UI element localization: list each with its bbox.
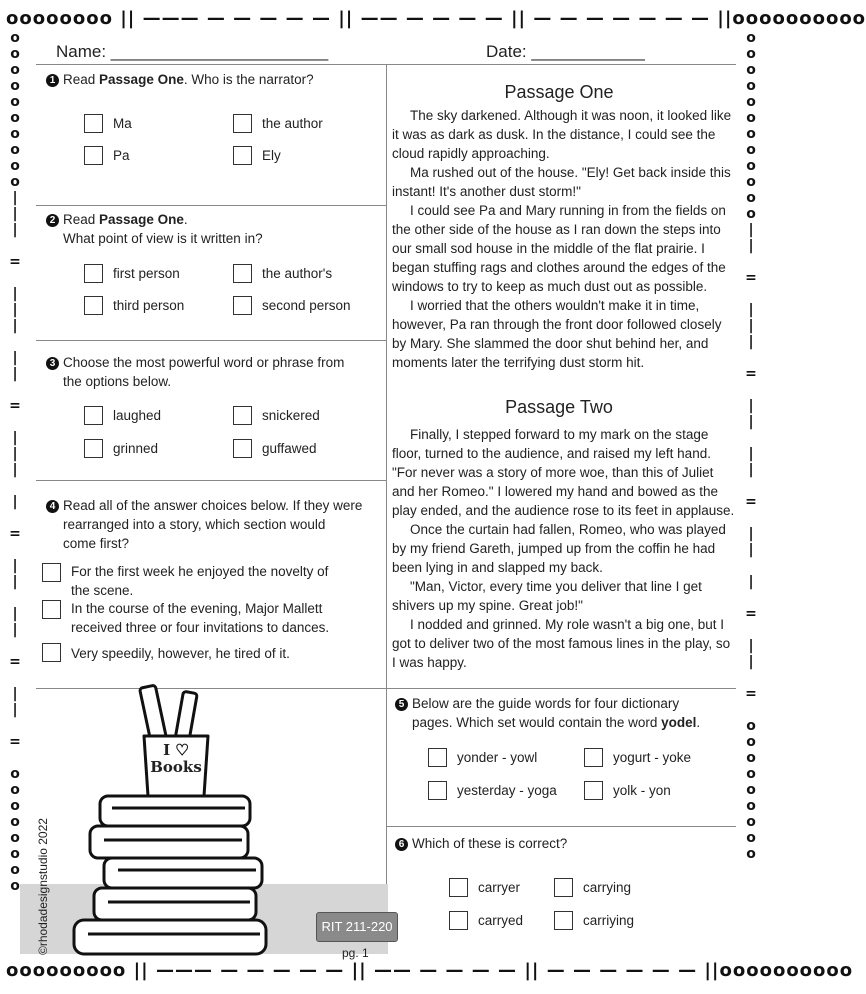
question-4-number: 4 <box>46 500 59 513</box>
q4-checkbox-a[interactable] <box>42 563 61 582</box>
q5-line2-pre: pages. Which set would contain the word <box>412 715 662 730</box>
q3-checkbox-b[interactable] <box>233 406 252 425</box>
column-divider <box>386 64 387 954</box>
q2-line2: What point of view is it written in? <box>63 231 263 246</box>
q2-option-d: second person <box>262 298 351 313</box>
question-3-number: 3 <box>46 357 59 370</box>
q6-checkbox-d[interactable] <box>554 911 573 930</box>
q6-option-d: carriying <box>583 913 635 928</box>
q1-option-d: Ely <box>262 148 281 163</box>
q4-option-a <box>71 562 328 600</box>
top-border: oooooooo || ——— — — — — — || —— — — — — || — — — — — — — ||oooooooooo <box>6 8 866 29</box>
q2-checkbox-c[interactable] <box>84 296 103 315</box>
q2-checkbox-d[interactable] <box>233 296 252 315</box>
q3-checkbox-d[interactable] <box>233 439 252 458</box>
passage-two-p2: Once the curtain had fallen, Romeo, who was played by my friend Gareth, jumped up from the coffin he had been lying in and slapped my back. <box>392 522 726 575</box>
q3-checkbox-a[interactable] <box>84 406 103 425</box>
question-2-prompt <box>46 210 381 248</box>
q4-option-b-line2: received three or four invitations to dances. <box>71 620 330 635</box>
q5-checkbox-c[interactable] <box>428 781 447 800</box>
q5-divider <box>386 826 736 827</box>
question-2-number: 2 <box>46 214 59 227</box>
q1-checkbox-d[interactable] <box>233 146 252 165</box>
q4-checkbox-c[interactable] <box>42 643 61 662</box>
q3-option-b: snickered <box>262 408 320 423</box>
q5-option-d: yolk - yon <box>613 783 671 798</box>
q6-option-b: carrying <box>583 880 632 895</box>
q2-post: . <box>183 212 188 227</box>
question-3-prompt <box>46 353 381 391</box>
question-1-number: 1 <box>46 74 59 87</box>
passage-one-p4: I worried that the others wouldn't make it in time, however, Pa ran through the front door followed closely by Mary. She slammed the door shut behind her, and moments later the terrifying dust storm hit. <box>392 298 722 370</box>
left-border: o o o o o o o o o o | | | = | | | | | = | | | | = | | | | = | | = o o o o o o o o <box>9 30 21 894</box>
heart-icon: ♥ <box>175 741 189 759</box>
passage-divider <box>386 688 736 689</box>
page-number: pg. 1 <box>342 946 369 960</box>
bottom-border: ooooooooo || ——— — — — — — || —— — — — — || — — — — — — ||oooooooooo <box>6 960 854 981</box>
passage-two-p1: Finally, I stepped forward to my mark on the stage floor, turned to the audience, and raised my left hand. "For never was a story of more woe, than this of Juliet and her Romeo." I lowered my hand and bowed as the play ended, and the audience rose to its feet in applause. <box>392 427 735 518</box>
books-illustration <box>60 678 290 958</box>
q4-line3: come first? <box>63 536 130 551</box>
sign-books: Books <box>150 758 202 776</box>
question-4-prompt <box>46 496 386 553</box>
q6-checkbox-a[interactable] <box>449 878 468 897</box>
q3-option-d: guffawed <box>262 441 317 456</box>
question-6-number: 6 <box>395 838 408 851</box>
q4-option-c: Very speedily, however, he tired of it. <box>71 646 290 661</box>
q5-line2-bold: yodel <box>661 715 697 730</box>
right-border: o o o o o o o o o o o o | | = | | | = | | | | = | | | = | | = o o o o o o o o o <box>745 30 757 862</box>
date-field-label: Date: ____________ <box>486 42 645 61</box>
q5-checkbox-a[interactable] <box>428 748 447 767</box>
q1-option-a: Ma <box>113 116 132 131</box>
q1-pre: Read <box>63 72 100 87</box>
cup-sign <box>150 742 202 776</box>
q5-line2-post: . <box>696 715 701 730</box>
question-5-prompt <box>395 694 735 732</box>
q5-option-a: yonder - yowl <box>457 750 538 765</box>
q1-option-b: the author <box>262 116 323 131</box>
q3-option-c: grinned <box>113 441 159 456</box>
passage-one-text <box>392 106 737 372</box>
q5-checkbox-d[interactable] <box>584 781 603 800</box>
q4-option-b <box>71 599 329 637</box>
passage-one-title: Passage One <box>504 82 614 102</box>
q6-option-a: carryer <box>478 880 521 895</box>
q4-line2: rearranged into a story, which section would <box>63 517 326 532</box>
passage-two-p4: I nodded and grinned. My role wasn't a big one, but I got to deliver two of the most famous lines in the play, so I was happy. <box>392 617 731 670</box>
q1-bold: Passage One <box>99 72 184 87</box>
q5-line1: Below are the guide words for four dictionary <box>412 696 680 711</box>
question-5-number: 5 <box>395 698 408 711</box>
q2-option-b: the author's <box>262 266 333 281</box>
q1-checkbox-b[interactable] <box>233 114 252 133</box>
q4-line1: Read all of the answer choices below. If they were <box>63 498 363 513</box>
q2-divider <box>36 340 386 341</box>
q5-option-c: yesterday - yoga <box>457 783 557 798</box>
passage-two-p3: "Man, Victor, every time you deliver that line I get shivers up my spine. Great job!" <box>392 579 702 613</box>
q5-option-b: yogurt - yoke <box>613 750 692 765</box>
q2-bold: Passage One <box>99 212 184 227</box>
copyright-text: ©rhodadesignstudio 2022 <box>36 818 50 955</box>
passage-one-p1: The sky darkened. Although it was noon, it looked like it was as dark as dusk. In the distance, I could see the cloud rapidly approaching. <box>392 108 732 161</box>
question-6-prompt <box>395 834 735 853</box>
passage-two-text <box>392 425 737 672</box>
passage-two-title: Passage Two <box>505 397 613 417</box>
q3-line2: the options below. <box>63 374 172 389</box>
q1-checkbox-c[interactable] <box>84 146 103 165</box>
q6-text: Which of these is correct? <box>412 836 568 851</box>
sign-i: I <box>163 741 171 759</box>
q2-checkbox-a[interactable] <box>84 264 103 283</box>
passage-one-p2: Ma rushed out of the house. "Ely! Get back inside this instant! It's another dust storm!" <box>392 165 731 199</box>
q6-option-c: carryed <box>478 913 524 928</box>
q2-pre: Read <box>63 212 100 227</box>
q2-option-c: third person <box>113 298 185 313</box>
q1-post: . Who is the narrator? <box>183 72 314 87</box>
passage-one-p3: I could see Pa and Mary running in from the fields on the other side of the house as I ran down the steps into our small sod house in the middle of the flat prairie. I began stuffing rags and clothes around the edges of the windows to try to keep as much dust out as possible. <box>392 203 726 294</box>
q6-checkbox-b[interactable] <box>554 878 573 897</box>
q4-option-b-line1: In the course of the evening, Major Mallett <box>71 601 323 616</box>
question-1-prompt <box>46 70 381 89</box>
q3-option-a: laughed <box>113 408 162 423</box>
rit-badge: RIT 211-220 <box>316 912 398 942</box>
q2-option-a: first person <box>113 266 180 281</box>
q1-option-c: Pa <box>113 148 130 163</box>
q3-checkbox-c[interactable] <box>84 439 103 458</box>
q4-checkbox-b[interactable] <box>42 600 61 619</box>
q3-divider <box>36 480 386 481</box>
q3-line1: Choose the most powerful word or phrase from <box>63 355 345 370</box>
q4-option-a-line1: For the first week he enjoyed the novelty of <box>71 564 329 579</box>
q4-option-a-line2: the scene. <box>71 583 134 598</box>
name-field-label: Name: _______________________ <box>56 42 329 61</box>
q1-checkbox-a[interactable] <box>84 114 103 133</box>
q6-checkbox-c[interactable] <box>449 911 468 930</box>
q1-divider <box>36 205 386 206</box>
q2-checkbox-b[interactable] <box>233 264 252 283</box>
q5-checkbox-b[interactable] <box>584 748 603 767</box>
